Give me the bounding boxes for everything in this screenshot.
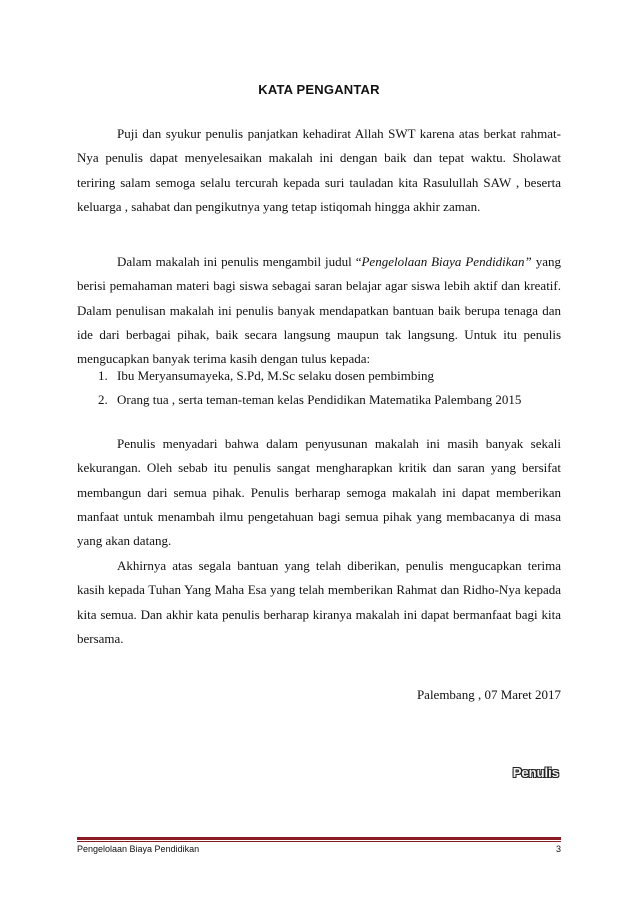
list-item-text: Ibu Meryansumayeka, S.Pd, M.Sc selaku dosen pembimbing bbox=[117, 368, 435, 383]
footer-rule-thin bbox=[77, 841, 561, 842]
paragraph-1 bbox=[77, 122, 561, 219]
page-title: KATA PENGANTAR bbox=[258, 82, 380, 97]
footer-rule bbox=[77, 837, 561, 840]
list-item bbox=[77, 388, 561, 412]
paragraph-2-text-before: Dalam makalah ini penulis mengambil judul “ bbox=[117, 254, 362, 269]
paragraph-2 bbox=[77, 250, 561, 371]
paragraph-3-text: Penulis menyadari bahwa dalam penyusunan makalah ini masih banyak sekali kekurangan. Oleh sebab itu penulis sangat mengharapkan kritik dan saran yang bersifat membangun dari semua pihak. Penulis berharap semoga makalah ini dapat memberikan manfaat untuk menambah ilmu pengetahuan bagi semua pihak yang membacanya di masa yang akan datang. bbox=[77, 436, 561, 549]
paragraph-4 bbox=[77, 554, 561, 651]
paragraph-4-text: Akhirnya atas segala bantuan yang telah diberikan, penulis mengucapkan terima kasih kepada Tuhan Yang Maha Esa yang telah memberikan Rahmat dan Ridho-Nya kepada kita semua. Dan akhir kata penulis berharap kiranya makalah ini dapat bermanfaat bagi kita bersama. bbox=[77, 558, 561, 646]
paragraph-2-italic-title: Pengelolaan Biaya Pendidikan” bbox=[361, 254, 532, 269]
paragraph-2-text-after: yang berisi pemahaman materi bagi siswa sebagai saran belajar agar siswa lebih aktif dan kreatif. Dalam penulisan makalah ini penulis banyak mendapatkan bantuan baik berupa tenaga dan ide dari berbagai pihak, baik secara langsung maupun tak langsung. Untuk itu penulis mengucapkan banyak terima kasih dengan tulus kepada: bbox=[77, 254, 561, 367]
footer-document-title: Pengelolaan Biaya Pendidikan bbox=[77, 844, 200, 854]
paragraph-3 bbox=[77, 432, 561, 553]
list-item bbox=[77, 364, 561, 388]
footer-page-number: 3 bbox=[555, 844, 561, 854]
list-item-text: Orang tua , serta teman-teman kelas Pendidikan Matematika Palembang 2015 bbox=[117, 392, 522, 407]
thanks-list bbox=[77, 364, 561, 412]
list-item-number: 2. bbox=[98, 392, 108, 407]
signature-label: Penulis bbox=[512, 765, 559, 780]
list-item-number: 1. bbox=[98, 368, 108, 383]
place-date: Palembang , 07 Maret 2017 bbox=[416, 687, 561, 702]
paragraph-1-text: Puji dan syukur penulis panjatkan kehadirat Allah SWT karena atas berkat rahmat-Nya penulis dapat menyelesaikan makalah ini dengan baik dan tepat waktu. Sholawat teriring salam semoga selalu tercurah kepada suri tauladan kita Rasulullah SAW , beserta keluarga , sahabat dan pengikutnya yang tetap istiqomah hingga akhir zaman. bbox=[77, 126, 561, 214]
